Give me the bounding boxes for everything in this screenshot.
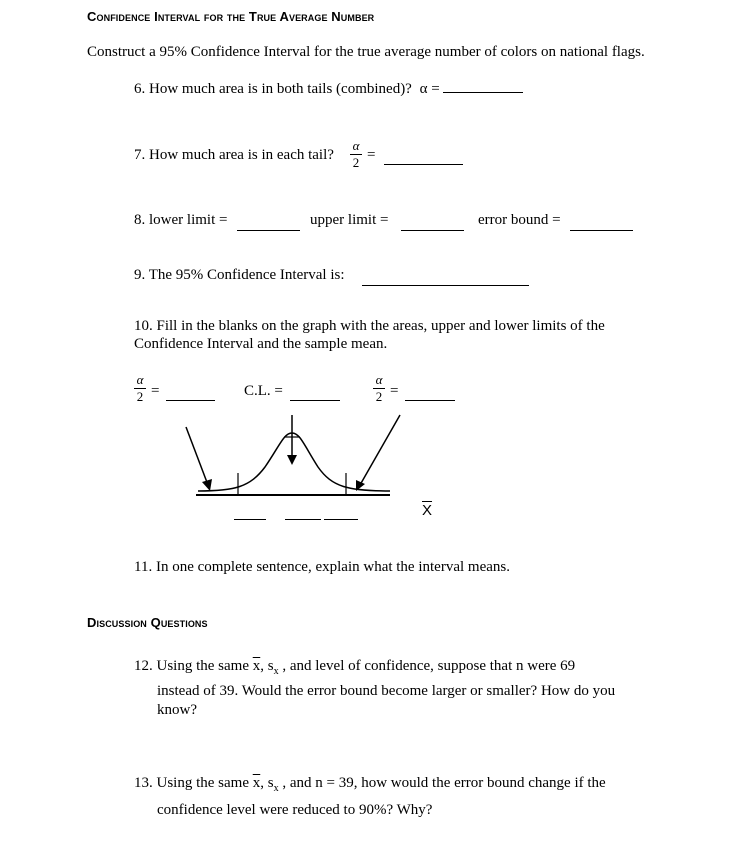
question-13 [134, 773, 606, 820]
mean-arrow-head [287, 455, 297, 465]
instructions-text: Construct a 95% Confidence Interval for the true average number of colors on national flags. [87, 44, 645, 60]
question-13-line-1: 13. Using the same $\overline{x}$, $s_x$ , and n = 39, how would the error bound change if the [134, 775, 606, 794]
xbar-symbol: $\overline{x}$ [252, 775, 261, 791]
left-tail-area-blank[interactable] [166, 399, 215, 401]
confidence-interval-blank[interactable] [362, 284, 529, 286]
equals-sign: = [151, 383, 160, 399]
question-12-line-2: instead of 39. Would the error bound become larger or smaller? How do you [157, 683, 616, 699]
right-tail-fraction: α 2 [373, 373, 385, 404]
question-8-lower-label: 8. lower limit = [134, 212, 228, 228]
confidence-level-blank[interactable] [290, 399, 340, 401]
left-tail-fraction: α 2 [134, 373, 146, 404]
discussion-heading: Discussion Questions [87, 615, 208, 630]
left-arrow-head [202, 479, 212, 491]
question-13-line-2: confidence level were reduced to 90%? Why? [157, 802, 433, 818]
upper-limit-graph-blank[interactable] [324, 518, 358, 520]
right-tail-arrow [360, 415, 400, 485]
upper-limit-blank[interactable] [401, 229, 464, 231]
question-11-text: 11. In one complete sentence, explain what the interval means. [134, 559, 510, 575]
question-6 [134, 81, 523, 98]
question-10 [134, 316, 605, 354]
alpha-symbol: α = [419, 81, 440, 97]
equals-sign: = [367, 147, 376, 163]
question-10-line-1: 10. Fill in the blanks on the graph with the areas, upper and lower limits of the [134, 318, 605, 334]
lower-limit-graph-blank[interactable] [234, 518, 266, 520]
answer-blank-q6[interactable] [443, 91, 523, 93]
question-9-text: 9. The 95% Confidence Interval is: [134, 267, 345, 283]
xbar-symbol: $\overline{x}$ [252, 658, 261, 674]
question-12 [134, 656, 615, 720]
confidence-level-label: C.L. = [244, 383, 283, 399]
question-6-text: 6. How much area is in both tails (combined)? [134, 81, 412, 97]
equals-sign: = [390, 383, 399, 399]
lower-limit-blank[interactable] [237, 229, 300, 231]
normal-curve-graph [180, 405, 420, 530]
sample-mean-graph-blank[interactable] [285, 518, 321, 520]
right-tail-area-blank[interactable] [405, 399, 455, 401]
upper-limit-label: upper limit = [310, 212, 389, 228]
question-12-line-1: 12. Using the same $\overline{x}$, $s_x$ , and level of confidence, suppose that n were 69 [134, 658, 576, 677]
answer-blank-q7[interactable] [384, 163, 463, 165]
error-bound-label: error bound = [478, 212, 561, 228]
alpha-over-2-fraction: α 2 [350, 139, 362, 170]
question-10-line-2: Confidence Interval and the sample mean. [134, 336, 388, 352]
error-bound-blank[interactable] [570, 229, 633, 231]
axis-label-xbar: $\overline{X}$ [422, 502, 433, 519]
question-7-text: 7. How much area is in each tail? [134, 147, 334, 163]
left-tail-arrow [186, 427, 208, 485]
section-heading: Confidence Interval for the True Average Number [87, 9, 375, 24]
question-12-line-3: know? [157, 702, 197, 718]
